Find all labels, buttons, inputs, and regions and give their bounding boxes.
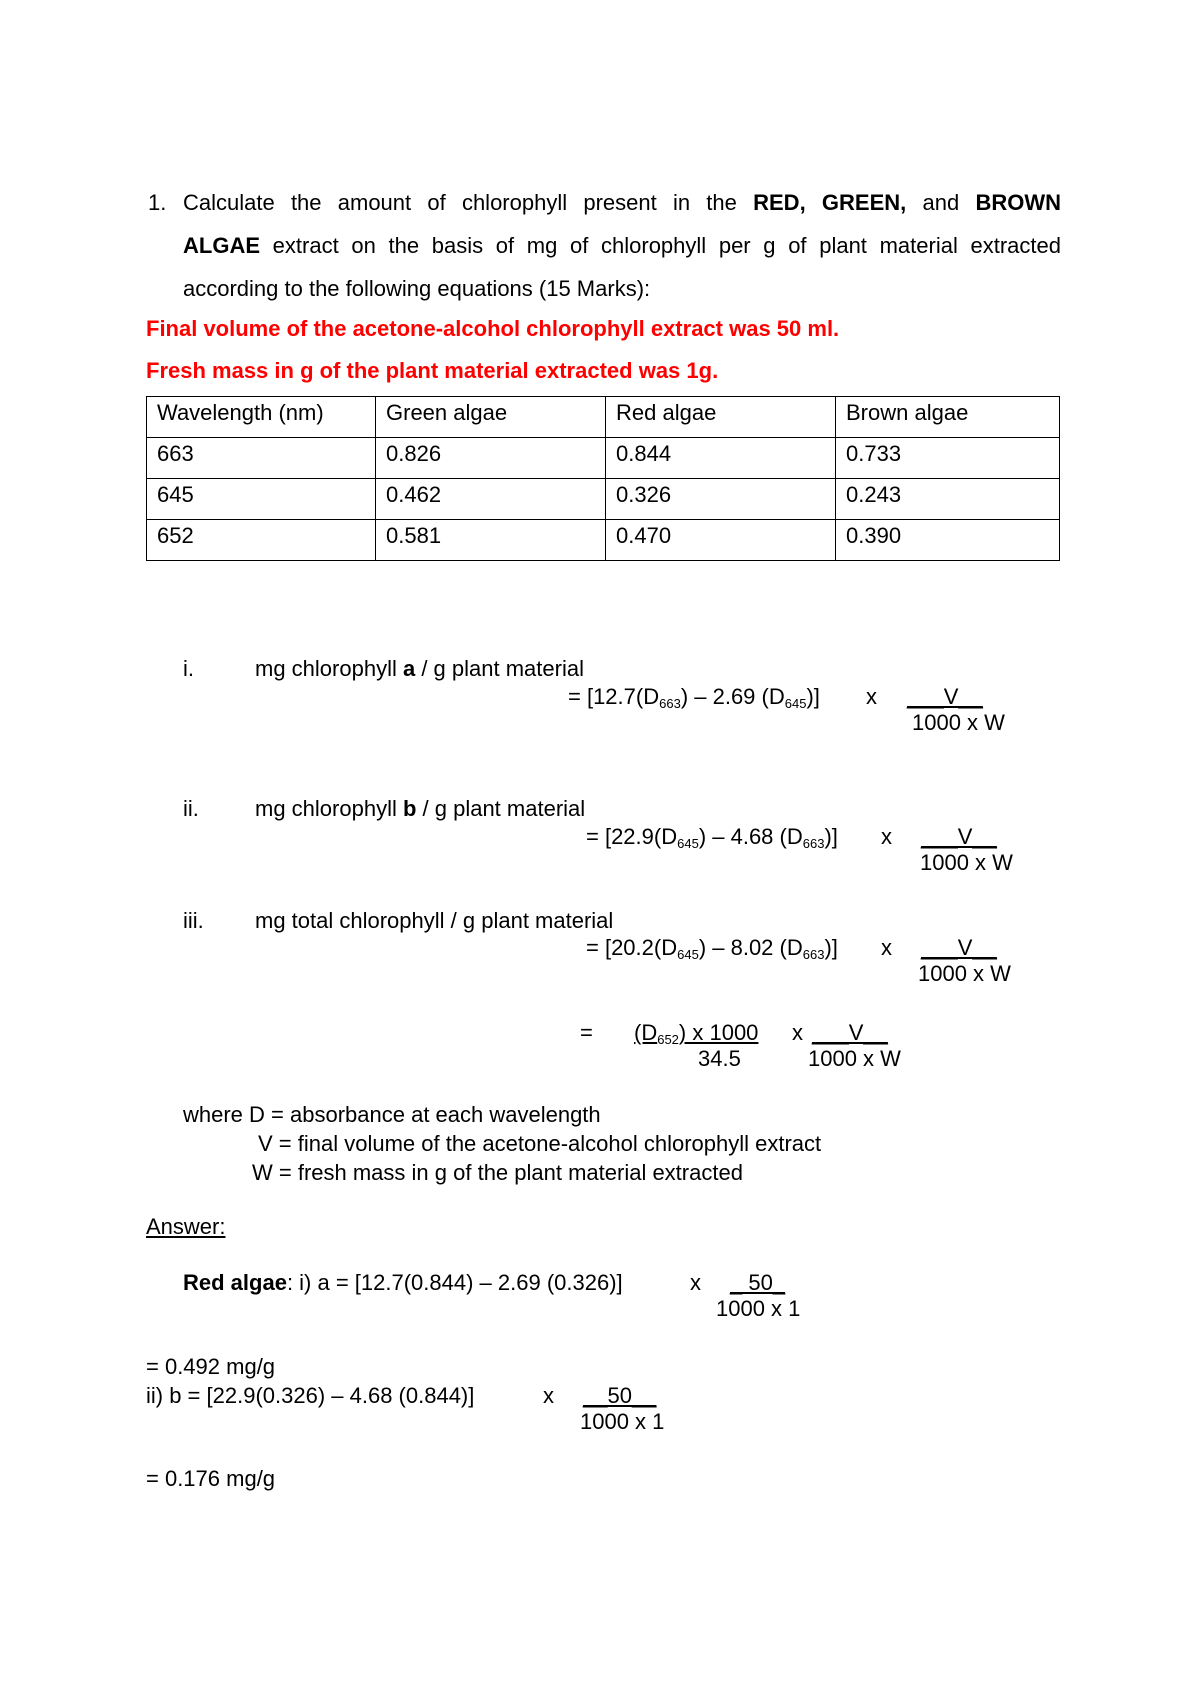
equation-iii-sub-2: 663: [802, 947, 825, 962]
answer-heading: Answer:: [146, 1214, 226, 1239]
equation-i-expr-b: ) – 2.69 (D: [680, 684, 785, 709]
table-header-row: [147, 397, 1060, 438]
table-header-cell: Wavelength (nm): [147, 397, 376, 438]
answer-red-algae-label: Red algae: [183, 1270, 287, 1295]
table-cell: 0.826: [376, 438, 606, 479]
equation-iii-label: mg total chlorophyll / g plant material: [255, 908, 614, 933]
answer-b-expression: ii) b = [22.9(0.326) – 4.68 (0.844)]: [146, 1383, 475, 1408]
question-line-1-emphasis-brown: BROWN: [975, 190, 1061, 215]
question-line-2-emphasis-algae: ALGAE: [183, 233, 260, 258]
equation-ii-expr-a: = [22.9(D: [586, 824, 678, 849]
equation-iii-alt-v-numerator: ___V__: [812, 1020, 888, 1045]
question-number: 1.: [148, 190, 167, 215]
question-line-1-emphasis-red-green: RED, GREEN,: [753, 190, 907, 215]
equation-i-label-c: / g plant material: [415, 656, 584, 681]
equation-ii-label-b: b: [402, 796, 417, 821]
equation-iii-expr-c: )]: [824, 935, 838, 960]
equation-iii-alt-equals: =: [580, 1020, 593, 1045]
equation-ii-label-c: / g plant material: [416, 796, 586, 821]
equation-i-sub-2: 645: [784, 696, 807, 711]
equation-iii-numerator: ___V__: [921, 935, 997, 960]
equation-ii-denominator: 1000 x W: [920, 850, 1013, 875]
note-final-volume: Final volume of the acetone-alcohol chlorophyll extract was 50 ml.: [146, 316, 840, 341]
equation-i-label-a: mg chlorophyll: [255, 656, 403, 681]
table-cell: 645: [147, 479, 376, 520]
equation-ii-expr-c: )]: [824, 824, 838, 849]
question-line-2-text: extract on the basis of mg of chlorophyll per g of plant material extracted: [260, 233, 1061, 258]
answer-red-algae-a: [183, 1270, 623, 1295]
equation-iii-expr-a: = [20.2(D: [586, 935, 678, 960]
table-header-cell: Red algae: [606, 397, 836, 438]
equation-iii-numeral: iii.: [183, 908, 204, 933]
equation-iii-alt-num-b: ) x 1000: [678, 1020, 759, 1045]
answer-b-result: = 0.176 mg/g: [146, 1466, 276, 1491]
equation-iii-expression: [586, 935, 838, 963]
table-header-cell: Brown algae: [836, 397, 1060, 438]
equation-ii-numerator: ___V__: [921, 824, 997, 849]
equation-ii-label: [255, 796, 585, 821]
equation-iii-alt-num-a: (D: [634, 1020, 658, 1045]
table-cell: 0.326: [606, 479, 836, 520]
equation-iii-alt-v-denominator: 1000 x W: [808, 1046, 901, 1071]
equation-i-numeral: i.: [183, 656, 194, 681]
table-cell: 0.243: [836, 479, 1060, 520]
equation-ii-sub-1: 645: [677, 836, 699, 851]
answer-a-result: = 0.492 mg/g: [146, 1354, 276, 1379]
question-line-2: [183, 233, 1061, 258]
equation-ii-numeral: ii.: [183, 796, 199, 821]
table-cell: 0.390: [836, 520, 1060, 561]
table-header-cell: Green algae: [376, 397, 606, 438]
equation-i-times: x: [866, 684, 877, 709]
answer-a-expression: : i) a = [12.7(0.844) – 2.69 (0.326)]: [286, 1270, 623, 1295]
equation-i-expr-a: = [12.7(D: [568, 684, 660, 709]
answer-a-denominator: 1000 x 1: [716, 1296, 801, 1321]
absorbance-table: [146, 396, 1060, 561]
table-cell: 663: [147, 438, 376, 479]
equation-ii-sub-2: 663: [802, 836, 825, 851]
equation-ii-expr-b: ) – 4.68 (D: [698, 824, 803, 849]
equation-i-label-b: a: [402, 656, 416, 681]
equation-i-numerator: ___V__: [907, 684, 983, 709]
table-row: [147, 479, 1060, 520]
equation-i-expr-c: )]: [806, 684, 820, 709]
equation-ii-label-a: mg chlorophyll: [255, 796, 403, 821]
equation-iii-alt-numerator: [634, 1020, 758, 1048]
answer-b-denominator: 1000 x 1: [580, 1409, 665, 1434]
equation-i-label: [255, 656, 584, 681]
table-cell: 0.844: [606, 438, 836, 479]
table-cell: 0.733: [836, 438, 1060, 479]
equation-iii-alt-denominator: 34.5: [698, 1046, 741, 1071]
question-line-1: [183, 190, 1061, 215]
answer-b-times: x: [543, 1383, 554, 1408]
answer-a-numerator: _ 50_: [730, 1270, 786, 1295]
table-cell: 652: [147, 520, 376, 561]
answer-b-numerator: __50__: [583, 1383, 657, 1408]
equation-iii-expr-b: ) – 8.02 (D: [698, 935, 803, 960]
equation-ii-expression: [586, 824, 838, 852]
equation-iii-denominator: 1000 x W: [918, 961, 1011, 986]
equation-ii-times: x: [881, 824, 892, 849]
equation-iii-times: x: [881, 935, 892, 960]
equation-iii-alt-sub: 652: [657, 1032, 679, 1047]
where-line-v: V = final volume of the acetone-alcohol chlorophyll extract: [258, 1131, 822, 1156]
where-line-w: W = fresh mass in g of the plant material extracted: [252, 1160, 743, 1185]
question-line-1-text-c: and: [906, 190, 976, 215]
question-line-3: according to the following equations (15 Marks):: [183, 276, 651, 301]
equation-iii-sub-1: 645: [677, 947, 699, 962]
table-row: [147, 438, 1060, 479]
note-fresh-mass: Fresh mass in g of the plant material extracted was 1g.: [146, 358, 719, 383]
table-cell: 0.581: [376, 520, 606, 561]
equation-i-sub-1: 663: [659, 696, 681, 711]
where-line-d: where D = absorbance at each wavelength: [183, 1102, 601, 1127]
equation-i-expression: [568, 684, 820, 712]
table-cell: 0.462: [376, 479, 606, 520]
equation-i-denominator: 1000 x W: [912, 710, 1005, 735]
equation-iii-alt-times: x: [792, 1020, 803, 1045]
table-row: [147, 520, 1060, 561]
table-cell: 0.470: [606, 520, 836, 561]
answer-a-times: x: [690, 1270, 701, 1295]
question-line-1-text-a: Calculate the amount of chlorophyll present in the: [183, 190, 754, 215]
